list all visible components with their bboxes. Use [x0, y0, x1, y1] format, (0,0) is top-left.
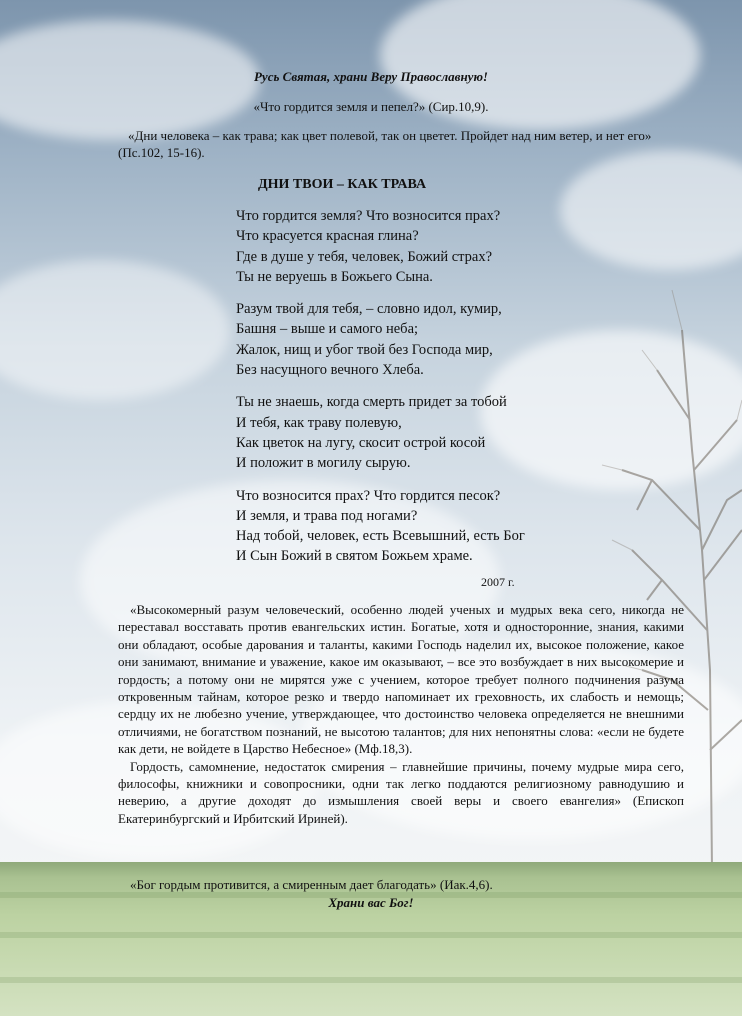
poem-line: Ты не знаешь, когда смерть придет за тобой: [236, 394, 507, 411]
epigraph-psalm: «Дни человека – как трава; как цвет полевой, так он цветет. Пройдет над ним ветер, и нет его» (Пс.102, 15-16).: [118, 128, 652, 160]
poem-year: 2007 г.: [481, 575, 515, 589]
poem-line: И Сын Божий в святом Божьем храме.: [236, 548, 473, 565]
stanza: [236, 392, 656, 473]
closing-quote: «Бог гордым противится, а смиренным дает благодать» (Иак.4,6).: [130, 877, 493, 892]
poem-line: Над тобой, человек, есть Всевышний, есть Бог: [236, 528, 525, 545]
poem-line: И тебя, как траву полевую,: [236, 414, 402, 431]
poem-line: Что красуется красная глина?: [236, 228, 419, 245]
epigraph-sirach: «Что гордится земля и пепел?» (Сир.10,9).: [253, 99, 489, 114]
blessing: Храни вас Бог!: [328, 895, 414, 910]
poem-line: Как цветок на лугу, скосит острой косой: [236, 434, 486, 451]
poem-line: Где в душе у тебя, человек, Божий страх?: [236, 248, 493, 265]
poem-line: Жалок, нищ и убог твой без Господа мир,: [236, 341, 493, 358]
stanza: [236, 299, 656, 380]
prose-quote: [118, 601, 684, 827]
poem: [236, 206, 656, 579]
prose-paragraph: Гордость, самомнение, недостаток смирения – главнейшие причины, почему мудрые мира сего, философы, книжники и совопросники, одни так легко поддаются религиозному равнодушию и неверию, а другие доходят до измышления своей веры и своего евангелия» (Епископ Екатеринбургский и Ирбитский Ириней).: [118, 758, 684, 826]
motto: Русь Святая, храни Веру Православную!: [253, 69, 488, 84]
prose-paragraph: «Высокомерный разум человеческий, особенно людей ученых и мудрых века сего, никогда не переставал восставать против евангельских истин. Богатые, хотя и односторонние, знания, какими они обладают, особые дарования и таланты, какими Господь наделил их, высокое положение, какое они занимают, внимание и уважение, какое им оказывают, – все это возбуждает в них высокомерие и гордость; а потому они не мирятся уже с учением, которое требует полного подчинения разума откровенным тайнам, которое резко и твердо напоминает их греховность, их слабость и немощь; сердцу их не любезно учение, утверждающее, что достоинство человека определяется не внешними отличиями, не богатством познаний, не высотою талантов; для них непонятны слова: «если не будете как дети, не войдете в Царство Небесное» (Мф.18,3).: [118, 602, 684, 757]
poem-line: И положит в могилу сырую.: [236, 455, 411, 472]
poem-line: Ты не веруешь в Божьего Сына.: [236, 268, 433, 285]
poem-line: Без насущного вечного Хлеба.: [236, 362, 424, 379]
poem-line: Разум твой для тебя, – словно идол, кумир,: [236, 301, 502, 318]
poem-title: ДНИ ТВОИ – КАК ТРАВА: [258, 177, 427, 192]
poem-line: Что возносится прах? Что гордится песок?: [236, 487, 501, 504]
stanza: [236, 486, 656, 567]
poem-line: Что гордится земля? Что возносится прах?: [236, 208, 501, 224]
stanza: [236, 206, 656, 287]
poem-line: И земля, и трава под ногами?: [236, 507, 418, 524]
poem-line: Башня – выше и самого неба;: [236, 321, 419, 338]
